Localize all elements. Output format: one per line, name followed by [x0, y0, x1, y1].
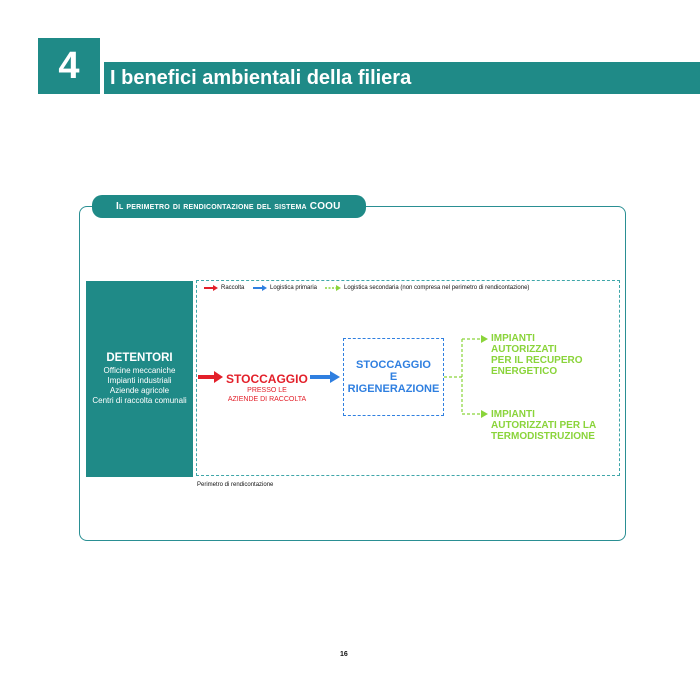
rigenerazione-box	[343, 338, 444, 416]
legend-item-logistica-secondaria	[325, 285, 529, 291]
panel-tab	[92, 195, 366, 218]
page-number: 16	[340, 651, 348, 658]
panel-tab-label: Il perimetro di rendicontazione del sistema COOU	[116, 201, 341, 212]
stoccaggio-subtitle-line: AZIENDE DI RACCOLTA	[227, 396, 307, 403]
blue-arrow-icon	[253, 285, 267, 291]
logistica-primaria-arrow	[308, 370, 342, 384]
stoccaggio-subtitle-line: PRESSO LE	[247, 387, 287, 394]
detentori-title: DETENTORI	[106, 352, 173, 364]
detentori-box	[86, 281, 193, 477]
impianti-termodistruzione	[491, 409, 621, 442]
impianti-line: IMPIANTI	[491, 333, 535, 344]
rigenerazione-line: E	[389, 371, 398, 383]
raccolta-arrow	[196, 370, 226, 384]
green-dashed-arrow-icon	[325, 285, 341, 291]
chapter-number: 4	[38, 38, 100, 94]
impianti-line: AUTORIZZATI	[491, 344, 557, 355]
impianti-line: ENERGETICO	[491, 366, 558, 377]
detentori-line: Officine meccaniche	[103, 366, 176, 375]
impianti-line: PER IL RECUPERO	[491, 355, 583, 366]
legend-item-logistica-primaria	[253, 285, 317, 291]
impianti-recupero-energetico	[491, 333, 611, 377]
rigenerazione-line: RIGENERAZIONE	[347, 383, 440, 395]
perimeter-label: Perimetro di rendicontazione	[197, 482, 274, 488]
rigenerazione-line: STOCCAGGIO	[356, 359, 431, 371]
legend-item-raccolta	[204, 285, 244, 291]
stoccaggio-subtitle	[214, 386, 320, 404]
page-title	[104, 62, 700, 94]
page-title-text: I benefici ambientali della filiera	[110, 66, 412, 89]
legend-label: Logistica primaria	[270, 285, 318, 291]
red-arrow-icon	[204, 285, 218, 291]
impianti-line: AUTORIZZATI PER LA	[491, 420, 597, 431]
stoccaggio-title: STOCCAGGIO	[226, 372, 308, 386]
legend-label: Raccolta	[221, 285, 245, 291]
detentori-line: Impianti industriali	[107, 376, 172, 385]
impianti-line: TERMODISTRUZIONE	[491, 431, 595, 442]
detentori-line: Centri di raccolta comunali	[92, 396, 187, 405]
legend-label: Logistica secondaria (non compresa nel perimetro di rendicontazione)	[344, 285, 530, 291]
impianti-line: IMPIANTI	[491, 409, 535, 420]
detentori-line: Aziende agricole	[109, 386, 170, 395]
logistica-secondaria-connector	[444, 332, 492, 422]
